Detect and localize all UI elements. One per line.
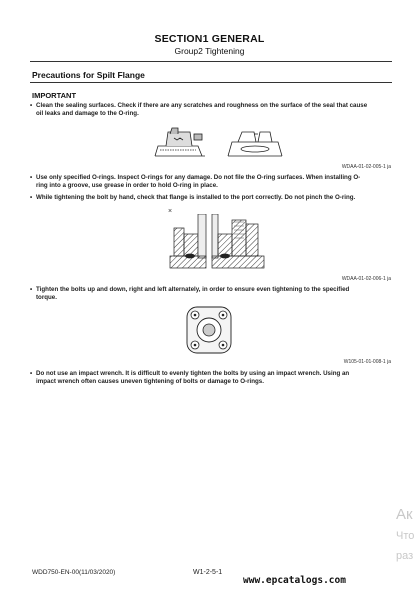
activation-watermark-1: Ак [396, 506, 413, 523]
figure-caption: WDAA-01-02-006-1 ja [341, 276, 391, 282]
bullet-item-tighten-order [30, 286, 392, 302]
flange-surface-figure [150, 124, 290, 162]
bullet-item-orings [30, 174, 392, 190]
bullet-dot: • [30, 286, 33, 293]
bullet-line: Clean the sealing surfaces. Check if there are any scratches and roughness on the surface of the seal that cause [36, 102, 368, 109]
activation-watermark-3: раз [396, 550, 414, 562]
bullet-line: Tighten the bolts up and down, right and left alternately, in order to ensure even tightening to the specified [36, 286, 350, 293]
bullet-line: Use only specified O-rings. Inspect O-rings for any damage. Do not file the O-ring surfaces. When installing O- [36, 174, 361, 181]
important-label: IMPORTANT [32, 91, 77, 100]
bullet-dot: • [30, 174, 33, 181]
bullet-line: oil leaks and damage to the O-ring. [36, 110, 139, 118]
bullet-line: torque. [36, 294, 57, 302]
bullet-item-clean [30, 102, 392, 118]
bullet-dot: • [30, 370, 33, 377]
activation-watermark-2: Что [396, 530, 415, 542]
bullet-line: ring into a groove, use grease in order to hold O-ring in place. [36, 182, 218, 190]
flange-bolt-pattern-figure [184, 304, 234, 356]
site-watermark: www.epcatalogs.com [243, 575, 346, 586]
section-heading: Precautions for Spilt Flange [32, 70, 145, 80]
bullet-dot: • [30, 102, 33, 109]
section-rule [30, 82, 392, 83]
footer-doc-id: WDD750-EN-00(11/03/2020) [32, 569, 116, 576]
bullet-line: impact wrench often causes uneven tightening of bolts or damage to O-rings. [36, 378, 264, 386]
section-title: SECTION1 GENERAL [154, 33, 265, 45]
section-subtitle: Group2 Tightening [174, 46, 245, 56]
figure-caption: WDAA-01-02-005-1 ja [341, 164, 391, 170]
figure-caption: W105-01-01-008-1 ja [343, 359, 391, 365]
fig2-x-mark: × [168, 208, 173, 215]
bullet-item-hand-tighten [30, 194, 392, 202]
footer-page-number: W1-2-5-1 [193, 569, 223, 576]
bullet-dot: • [30, 194, 33, 201]
header-rule [30, 61, 392, 62]
flange-cross-section-figure [168, 214, 268, 272]
bullet-line: Do not use an impact wrench. It is difficult to evenly tighten the bolts by using an impact wrench. Using an [36, 370, 350, 377]
bullet-line: While tightening the bolt by hand, check that flange is installed to the port correctly. Do not pinch the O-ring. [36, 194, 356, 201]
bullet-item-impact-wrench [30, 370, 392, 386]
